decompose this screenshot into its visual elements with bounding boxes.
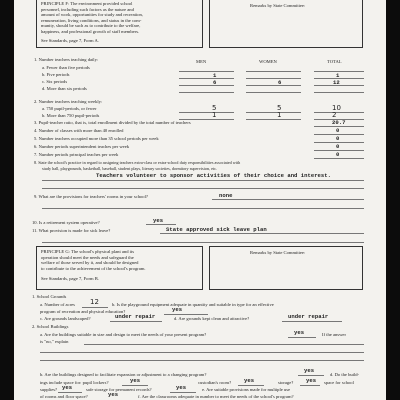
- buildings-rooms-answer: yes: [108, 391, 119, 398]
- q4-label: 4. Number of classes with more than 40 enrolled: [34, 128, 124, 133]
- buildings-lockers-answer: yes: [130, 377, 141, 384]
- buildings-suitable-tail: If the answer: [322, 332, 346, 337]
- q2a-men-value: 5: [212, 104, 217, 112]
- principle-f-line-1: PRINCIPLE F: The environment provided school: [41, 1, 133, 6]
- principle-g-box: [36, 246, 203, 290]
- buildings-e-line-2: supplies?: [40, 387, 58, 392]
- buildings-suitable-tail-2: is "no," explain: [40, 339, 69, 344]
- grounds-clean-answer: under repair: [288, 313, 329, 320]
- q1c-label: c. Six periods: [42, 79, 68, 84]
- q2b-women-value: 1: [277, 111, 282, 119]
- buildings-suitable-answer: yes: [294, 329, 305, 336]
- q9-answer: none: [219, 192, 233, 199]
- q2b-total-value: 2: [332, 111, 337, 119]
- principle-f-line-6: happiness, and professional growth of staff members.: [41, 28, 140, 34]
- grounds-landscaped-label: c. Are grounds landscaped?: [40, 316, 91, 321]
- principle-f-line-2: personnel, including such factors as the nature and: [41, 6, 134, 12]
- buildings-safe-answer: yes: [176, 384, 187, 391]
- q2a-label: a. 750 pupil-periods, or fewer: [42, 106, 97, 111]
- principle-g-line-2: operation should meet the needs and safeguard the: [41, 254, 134, 260]
- col-header-women: WOMEN: [259, 59, 277, 64]
- col-header-men: MEN: [196, 59, 207, 64]
- q11-label: 11. What provision is made for sick leave?: [32, 228, 111, 233]
- q4-value: 0: [336, 127, 340, 134]
- buildings-expansion-label: b. Are the buildings designed to facilitate expansion or adjustment to a changing program?: [40, 372, 207, 377]
- q2b-label: b. More than 750 pupil-periods: [42, 113, 100, 118]
- grounds-clean-label: d. Are grounds kept clean and attractive?: [174, 316, 250, 321]
- principle-g-line-4: to contribute to the achievement of the school's program.: [41, 265, 146, 271]
- buildings-expansion-answer: yes: [304, 367, 315, 374]
- q7-label: 7. Number periods principal teaches per week: [34, 152, 119, 157]
- q8-label-line-2: study hall, playgrounds, basketball, baseball, student plays, literary societies, dormitory supervision, etc.: [42, 166, 218, 171]
- q1c-men-value: 6: [213, 79, 217, 86]
- grounds-landscaped-answer: under repair: [115, 313, 156, 320]
- q1b-total-value: 1: [336, 72, 340, 79]
- buildings-custodian-label: custodian's room?: [198, 380, 232, 385]
- q5-value: 0: [336, 135, 340, 142]
- buildings-storage-answer: yes: [306, 377, 317, 384]
- q11-answer: State approved sick leave plan: [166, 226, 267, 233]
- q1b-men-value: 1: [213, 72, 217, 79]
- remarks-box-g: [209, 246, 363, 290]
- principle-f-box: [36, 0, 203, 48]
- principle-f-line-3: amount of work, opportunities for study and recreation,: [41, 12, 143, 17]
- q6-value: 0: [336, 143, 340, 150]
- remarks-label: Remarks by State Committee:: [250, 3, 306, 8]
- q1-label: 1. Number teachers teaching daily:: [34, 57, 99, 62]
- buildings-e-line-3: of rooms and floor space?: [40, 394, 88, 399]
- principle-g-see-standards: See Standards, page 7, Form B.: [41, 276, 99, 281]
- q5-label: 5. Number teachers occupied more than 35 school periods per week: [34, 136, 159, 141]
- grounds-acres-value: 12: [90, 298, 99, 306]
- q1c-total-value: 12: [333, 79, 340, 86]
- q2b-men-value: 1: [212, 111, 217, 119]
- buildings-suitable-label: a. Are the buildings suitable in size and design to meet the needs of your present program?: [40, 332, 207, 337]
- grounds-playground-label-2: program of recreation and physical education?: [40, 309, 126, 314]
- q6-label: 6. Number periods superintendent teaches per week: [34, 144, 130, 149]
- grounds-playground-answer: yes: [172, 306, 183, 313]
- buildings-custodian-answer: yes: [244, 377, 255, 384]
- buildings-f-label: f. Are the classrooms adequate in number to meet the needs of the school's program?: [138, 394, 294, 399]
- remarks-label-g: Remarks by State Committee:: [250, 250, 306, 255]
- q1b-label: b. Five periods: [42, 72, 70, 77]
- grounds-acres-label: a. Number of acres: [40, 302, 75, 307]
- q8-answer: Teachers volunteer to sponsor activities of their choice and interest.: [96, 172, 331, 179]
- q3-value: 20.7: [332, 119, 346, 126]
- q2-label: 2. Number teachers teaching weekly:: [34, 99, 103, 104]
- q2a-total-value: 10: [332, 104, 341, 112]
- q8-label-line-1: 8. State the school's practice in regard to assigning teachers extra-class or extra-school duty responsibilities associated with: [34, 160, 241, 165]
- principle-g-line-3: welfare of those served by it, and should be designed: [41, 260, 139, 265]
- q1a-label: a. Fewer than five periods: [42, 65, 90, 70]
- q2a-women-value: 5: [277, 104, 282, 112]
- principle-f-line-5: munity, should be such as to contribute to the welfare,: [41, 23, 141, 28]
- buildings-d-label: d. Do the build-: [330, 372, 360, 377]
- q3-label: 3. Pupil-teacher ratio, that is, total enrollment divided by the total number of teachers: [34, 120, 191, 125]
- buildings-e-line-1: ings include space for: pupil lockers?: [40, 380, 109, 385]
- q10-answer: yes: [153, 217, 164, 224]
- buildings-space-label: space for school: [324, 380, 354, 385]
- principle-f-see-standards: See Standards, page 7, Form A.: [41, 38, 99, 43]
- grounds-heading: 1. School Grounds: [32, 294, 67, 299]
- form-page: [14, 0, 386, 400]
- q7-value: 0: [336, 151, 340, 158]
- remarks-box-f: [209, 0, 363, 48]
- q1d-label: d. More than six periods: [42, 86, 87, 91]
- q10-label: 10. Is a retirement system operative?: [32, 220, 100, 225]
- col-header-total: TOTAL: [327, 59, 342, 64]
- grounds-playground-label: b. Is the playground equipment adequate in quantity and suitable in type for an effective: [112, 302, 274, 307]
- principle-g-line-1: PRINCIPLE G: The school's physical plant and its: [41, 249, 134, 254]
- q9-label: 9. What are the provisions for teachers' rooms in your school?: [34, 194, 148, 199]
- buildings-heading: 2. School Buildings: [32, 324, 69, 329]
- principle-f-line-4: remuneration, living conditions, and status in the com-: [41, 17, 142, 23]
- buildings-safe-label: safe storage for permanent records?: [86, 387, 152, 392]
- buildings-suitable-provisions-label: e. Are suitable provisions made for multiple use: [202, 387, 291, 392]
- q1c-women-value: 6: [278, 79, 282, 86]
- buildings-supplies-answer: yes: [62, 384, 73, 391]
- buildings-storage-label: storage?: [278, 380, 294, 385]
